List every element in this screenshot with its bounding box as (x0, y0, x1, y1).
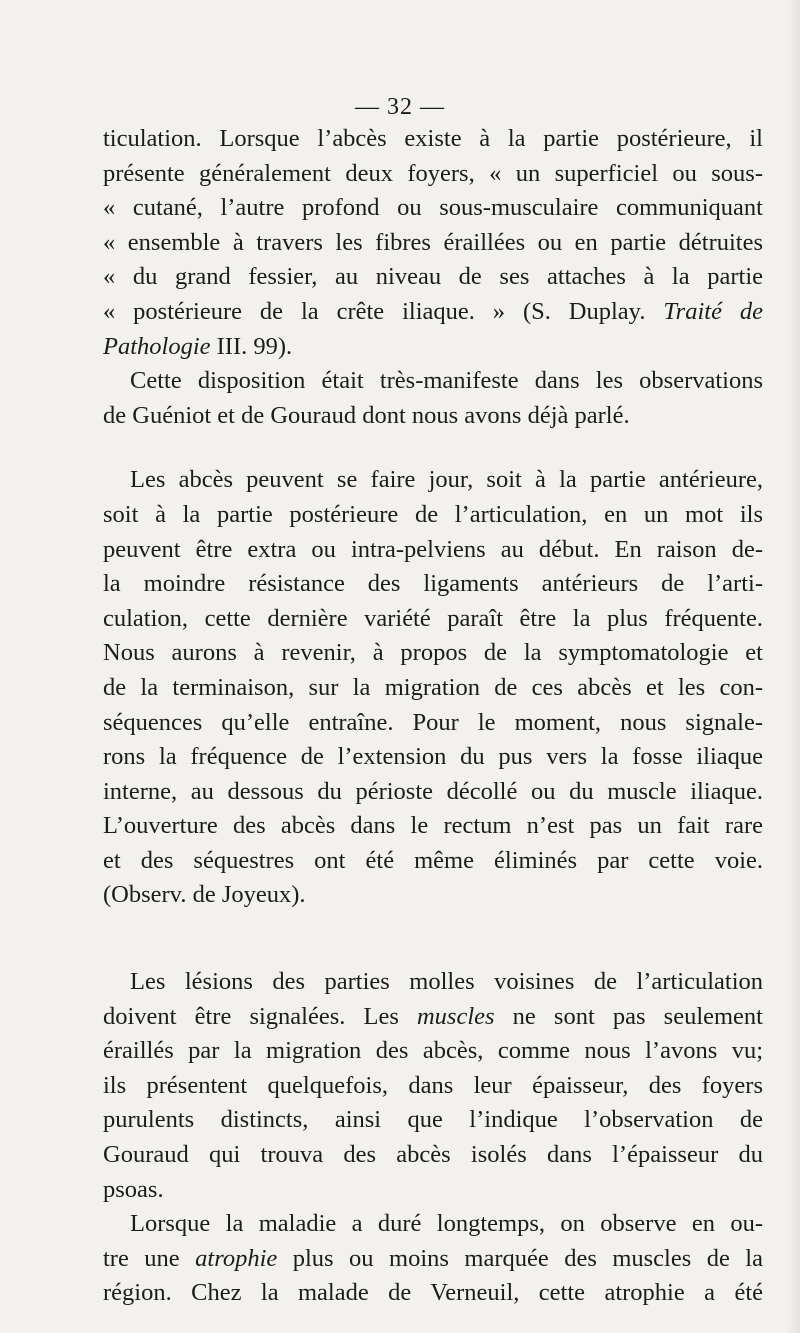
page-edge-shadow (786, 0, 800, 1333)
text-line: « du grand fessier, au niveau de ses attaches à la partie (103, 263, 763, 291)
text-line: soit à la partie postérieure de l’articulation, en un mot ils (103, 500, 763, 528)
italic-term: atrophie (195, 1244, 278, 1272)
text-segment: III. 99). (210, 332, 293, 360)
text-segment: tre une (103, 1244, 196, 1272)
italic-reference: Traité de (663, 297, 763, 325)
text-line: de Guéniot et de Gouraud dont nous avons déjà parlé. (103, 401, 630, 429)
text-segment: doivent être signalées. Les (103, 1002, 417, 1030)
text-line: culation, cette dernière variété paraît être la plus fréquente. (103, 604, 763, 632)
text-line: présente généralement deux foyers, « un superficiel ou sous- (103, 159, 763, 187)
text-line: séquences qu’elle entraîne. Pour le moment, nous signale- (103, 708, 763, 736)
text-line: purulents distincts, ainsi que l’indique l’observation de (103, 1106, 763, 1134)
text-line: région. Chez la malade de Verneuil, cette atrophie a été (103, 1279, 763, 1307)
paragraph-gap (103, 433, 763, 463)
text-segment: plus ou moins marquée des muscles de la (277, 1244, 763, 1272)
text-line: L’ouverture des abcès dans le rectum n’est pas un fait rare (103, 812, 763, 840)
text-line: interne, au dessous du périoste décollé ou du muscle iliaque. (103, 777, 763, 805)
text-segment: « postérieure de la crête iliaque. » (S. Duplay. (103, 297, 664, 325)
text-line: Gouraud qui trouva des abcès isolés dans l’épaisseur du (103, 1141, 763, 1169)
text-line: la moindre résistance des ligaments antérieurs de l’arti- (103, 570, 763, 598)
text-line: « cutané, l’autre profond ou sous-musculaire communiquant (103, 194, 763, 222)
text-line: Les abcès peuvent se faire jour, soit à la partie antérieure, (130, 466, 763, 494)
text-line (103, 1000, 763, 1035)
text-line: ticulation. Lorsque l’abcès existe à la partie postérieure, il (103, 125, 763, 152)
text-line (103, 295, 763, 330)
section-gap (103, 913, 763, 965)
text-line (103, 330, 763, 365)
text-line: peuvent être extra ou intra-pelviens au début. En raison de- (103, 535, 763, 563)
italic-reference: Pathologie (103, 332, 211, 360)
text-line: rons la fréquence de l’extension du pus vers la fosse iliaque (103, 743, 763, 771)
text-line: Cette disposition était très-manifeste dans les observations (130, 367, 763, 395)
text-line: Les lésions des parties molles voisines de l’articulation (130, 968, 763, 996)
text-segment: ne sont pas seulement (494, 1002, 763, 1030)
body-text (103, 122, 763, 1311)
text-line: Nous aurons à revenir, à propos de la symptomatologie et (103, 639, 763, 667)
text-line: et des séquestres ont été même éliminés par cette voie. (103, 846, 763, 874)
text-line: « ensemble à travers les fibres éraillées ou en partie détruites (103, 228, 763, 256)
page-number: — 32 — (355, 94, 445, 120)
text-line: psoas. (103, 1175, 164, 1203)
text-line: ils présentent quelquefois, dans leur épaisseur, des foyers (103, 1071, 763, 1099)
text-line: (Observ. de Joyeux). (103, 881, 306, 909)
text-line: de la terminaison, sur la migration de ces abcès et les con- (103, 673, 763, 701)
text-line: Lorsque la maladie a duré longtemps, on observe en ou- (130, 1210, 763, 1238)
italic-term: muscles (416, 1002, 495, 1030)
text-line: éraillés par la migration des abcès, comme nous l’avons vu; (103, 1037, 763, 1065)
text-line (103, 1242, 763, 1277)
